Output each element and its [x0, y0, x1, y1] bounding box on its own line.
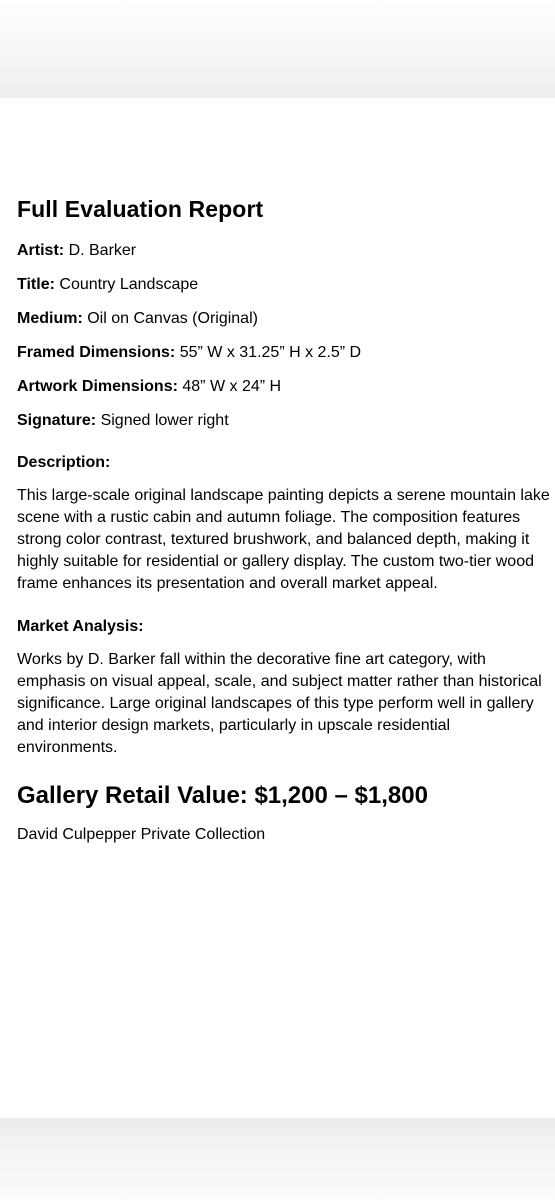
medium-label: Medium:	[17, 310, 83, 327]
artwork-dimensions-field	[17, 377, 552, 397]
market-analysis-heading: Market Analysis:	[17, 618, 144, 635]
artist-field	[17, 241, 552, 261]
report-content	[17, 195, 552, 845]
signature-field	[17, 411, 552, 431]
title-field	[17, 275, 552, 295]
title-label: Title:	[17, 276, 55, 293]
artist-value: D. Barker	[68, 242, 137, 259]
report-page[interactable]	[0, 98, 555, 1118]
description-heading: Description:	[17, 454, 111, 471]
gallery-retail-value: Gallery Retail Value: $1,200 – $1,800	[17, 782, 428, 809]
artist-label: Artist:	[17, 242, 65, 259]
top-margin-shade	[0, 0, 555, 98]
signature-value: Signed lower right	[100, 412, 229, 429]
description-text: This large-scale original landscape painting depicts a serene mountain lake scene with a rustic cabin and autumn foliage. The composition features strong color contrast, textured brushwork, and balanced depth, making it highly suitable for residential or gallery display. The custom two-tier wood frame enhances its presentation and overall market appeal.	[17, 487, 550, 592]
artwork-dimensions-value: 48” W x 24” H	[182, 378, 282, 395]
bottom-margin-shade	[0, 1118, 555, 1200]
signature-label: Signature:	[17, 412, 97, 429]
artwork-dimensions-label: Artwork Dimensions:	[17, 378, 178, 395]
collection-credit: David Culpepper Private Collection	[17, 826, 266, 843]
title-value: Country Landscape	[59, 276, 199, 293]
framed-dimensions-field	[17, 343, 552, 363]
framed-dimensions-label: Framed Dimensions:	[17, 344, 176, 361]
medium-value: Oil on Canvas (Original)	[87, 310, 258, 327]
market-analysis-text: Works by D. Barker fall within the decorative fine art category, with emphasis on visual appeal, scale, and subject matter rather than historical significance. Large original landscapes of this type perform well in gallery and interior design markets, particularly in upscale residential environments.	[17, 651, 542, 756]
medium-field	[17, 309, 552, 329]
framed-dimensions-value: 55” W x 31.25” H x 2.5” D	[179, 344, 362, 361]
report-title: Full Evaluation Report	[17, 196, 264, 222]
